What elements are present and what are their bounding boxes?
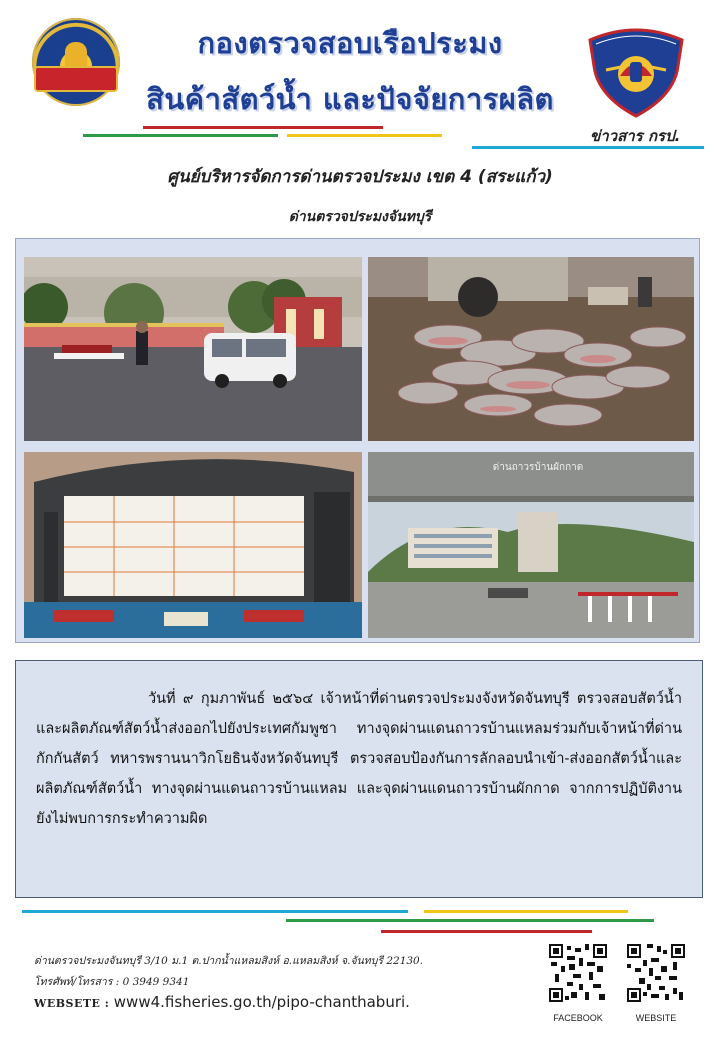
divider-red [143, 126, 383, 129]
photo-truck-cargo-inspection [24, 452, 362, 638]
center-title: ศูนย์บริหารจัดการด่านตรวจประมง เขต 4 (สระแก้ว) [167, 167, 553, 187]
divider-green [83, 134, 278, 137]
footer-divider-yellow [424, 910, 628, 913]
page-title-line1: กองตรวจสอบเรือประมง [197, 26, 503, 60]
fishery-inspection-badge-logo [586, 22, 686, 118]
checkpoint-sign-text: ด่านถาวรบ้านผักกาด [492, 462, 584, 473]
footer-address: ด่านตรวจประมงจันทบุรี 3/10 ม.1 ต.ปากน้ำแหลมสิงห์ อ.แหลมสิงห์ จ.จันทบุรี 22130. [34, 955, 424, 967]
photo-ban-phak-kad-checkpoint [368, 452, 694, 638]
website-label: WEBSETE : [34, 997, 110, 1010]
facebook-qr-label: FACEBOOK [553, 1013, 603, 1023]
sub-title: ด่านตรวจประมงจันทบุรี [288, 209, 432, 225]
divider-yellow [287, 134, 442, 137]
website-qr-code[interactable] [627, 944, 685, 1002]
news-tag: ข่าวสาร กรป. [590, 127, 681, 145]
page-title-line2: สินค้าสัตว์น้ำ และปัจจัยการผลิต [146, 82, 554, 116]
photo-border-checkpoint-van [24, 257, 362, 441]
website-qr-label: WEBSITE [635, 1013, 677, 1023]
photo-fish-inspection-pile [368, 257, 694, 441]
footer-divider-cyan [22, 910, 408, 913]
footer-divider-red [381, 930, 592, 933]
facebook-qr-code[interactable] [549, 944, 607, 1002]
department-of-fisheries-logo [32, 18, 120, 106]
website-url[interactable]: www4.fisheries.go.th/pipo-chanthaburi. [113, 993, 410, 1011]
footer-website [34, 993, 410, 1011]
footer-divider-green [286, 919, 654, 922]
footer-phone: โทรศัพท์/โทรสาร : 0 3949 9341 [34, 976, 190, 988]
logo-ribbon [34, 66, 118, 92]
news-body-panel [15, 660, 703, 898]
news-body-text: วันที่ ๙ กุมภาพันธ์ ๒๕๖๔ เจ้าหน้าที่ด่านตรวจประมงจังหวัดจันทบุรี ตรวจสอบสัตว์น้ำและผลิตภัณฑ์สัตว์น้ำส่งออกไปยังประเทศกัมพูชา ทางจุดผ่านแดนถาวรบ้านแหลมร่วมกับเจ้าหน้าที่ด่านกักกันสัตว์ ทหารพรานนาวิกโยธินจังหวัดจันทบุรี ตรวจสอบป้องกันการลักลอบนำเข้า-ส่งออกสัตว์น้ำและผลิตภัณฑ์สัตว์น้ำ ทางจุดผ่านแดนถาวรบ้านแหลม และจุดผ่านแดนถาวรบ้านผักกาด จากการปฏิบัติงานยังไม่พบการกระทำความผิด [36, 691, 682, 827]
